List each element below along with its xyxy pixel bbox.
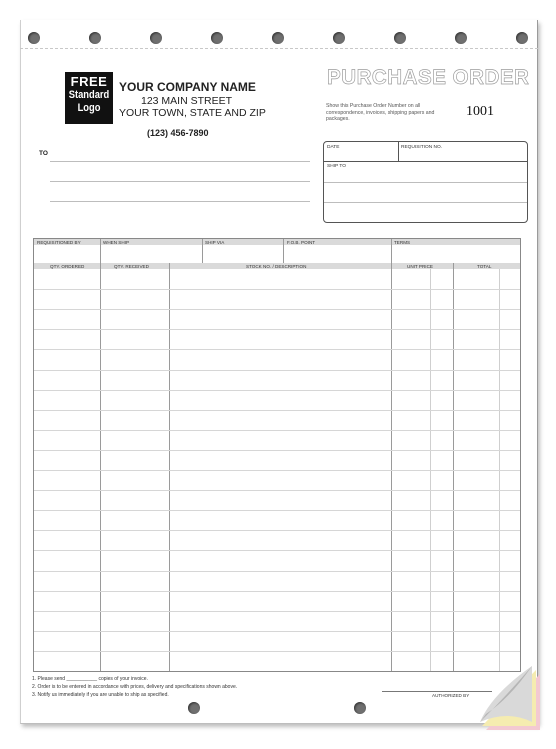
order-items-table — [33, 238, 521, 672]
ship-to-line[interactable] — [324, 182, 527, 183]
info-col-divider — [202, 239, 203, 263]
form-title: PURCHASE ORDER — [327, 66, 530, 89]
table-row[interactable] — [34, 510, 520, 511]
header-terms: TERMS — [394, 240, 411, 245]
date-label: DATE — [327, 145, 340, 150]
punch-hole-icon — [394, 32, 406, 44]
to-address-line[interactable] — [50, 201, 310, 202]
shipbox-divider — [398, 142, 399, 161]
header-stock-description: STOCK NO. / DESCRIPTION — [246, 264, 307, 269]
company-city: YOUR TOWN, STATE AND ZIP — [119, 107, 266, 119]
carbon-copy-curl-icon — [478, 664, 540, 730]
table-row[interactable] — [34, 309, 520, 310]
table-row[interactable] — [34, 349, 520, 350]
table-row[interactable] — [34, 450, 520, 451]
company-name: YOUR COMPANY NAME — [119, 80, 256, 94]
footer-note-2: 2. Order is to be entered in accordance with prices, delivery and specifications shown above. — [32, 684, 238, 690]
punch-hole-icon — [354, 702, 366, 714]
header-requisitioned-by: REQUISITIONED BY — [37, 240, 81, 245]
info-col-divider — [391, 239, 392, 263]
table-row[interactable] — [34, 430, 520, 431]
punch-hole-icon — [516, 32, 528, 44]
table-row[interactable] — [34, 591, 520, 592]
header-when-ship: WHEN SHIP — [103, 240, 130, 245]
punch-hole-icon — [150, 32, 162, 44]
authorized-signature-line[interactable] — [382, 691, 492, 692]
punch-hole-icon — [211, 32, 223, 44]
table-row[interactable] — [34, 631, 520, 632]
ship-to-box — [323, 141, 528, 223]
authorized-by-label: AUTHORIZED BY — [432, 693, 470, 698]
punch-hole-icon — [89, 32, 101, 44]
company-phone: (123) 456-7890 — [147, 128, 209, 138]
company-street: 123 MAIN STREET — [141, 95, 233, 107]
punch-hole-icon — [333, 32, 345, 44]
header-ship-via: SHIP VIA — [205, 240, 225, 245]
table-row[interactable] — [34, 550, 520, 551]
table-row[interactable] — [34, 470, 520, 471]
company-logo — [65, 72, 113, 124]
logo-line-2: Standard — [68, 89, 110, 101]
ship-to-label: SHIP TO — [327, 164, 346, 169]
footer-note-1: 1. Please send ___________ copies of your invoice. — [32, 676, 148, 682]
table-row[interactable] — [34, 490, 520, 491]
table-row[interactable] — [34, 410, 520, 411]
ship-to-line[interactable] — [324, 202, 527, 203]
table-row[interactable] — [34, 571, 520, 572]
punch-hole-icon — [272, 32, 284, 44]
table-row[interactable] — [34, 530, 520, 531]
punch-hole-icon — [455, 32, 467, 44]
header-unit-price: UNIT PRICE — [407, 264, 433, 269]
po-number: 1001 — [466, 104, 494, 119]
header-total: TOTAL — [477, 264, 492, 269]
table-row[interactable] — [34, 390, 520, 391]
logo-line-1: FREE — [70, 74, 108, 89]
header-qty-ordered: QTY. ORDERED — [50, 264, 85, 269]
shipbox-divider — [324, 161, 527, 162]
table-row[interactable] — [34, 611, 520, 612]
perforation-line — [20, 48, 538, 49]
info-col-divider — [100, 239, 101, 263]
punch-hole-icon — [188, 702, 200, 714]
table-row[interactable] — [34, 651, 520, 652]
info-col-divider — [283, 239, 284, 263]
to-address-line[interactable] — [50, 181, 310, 182]
footer-note-3: 3. Notify us immediately if you are unable to ship as specified. — [32, 692, 169, 698]
to-address-line[interactable] — [50, 161, 310, 162]
header-qty-received: QTY. RECEIVED — [114, 264, 149, 269]
header-fob-point: F.O.B. POINT — [287, 240, 316, 245]
to-label: TO — [39, 150, 48, 157]
logo-line-3: Logo — [77, 102, 101, 114]
po-number-note: Show this Purchase Order Number on all correspondence, invoices, shipping papers and packages. — [326, 103, 435, 123]
table-row[interactable] — [34, 370, 520, 371]
requisition-label: REQUISITION NO. — [401, 145, 443, 150]
table-row[interactable] — [34, 289, 520, 290]
punch-hole-icon — [28, 32, 40, 44]
table-row[interactable] — [34, 329, 520, 330]
